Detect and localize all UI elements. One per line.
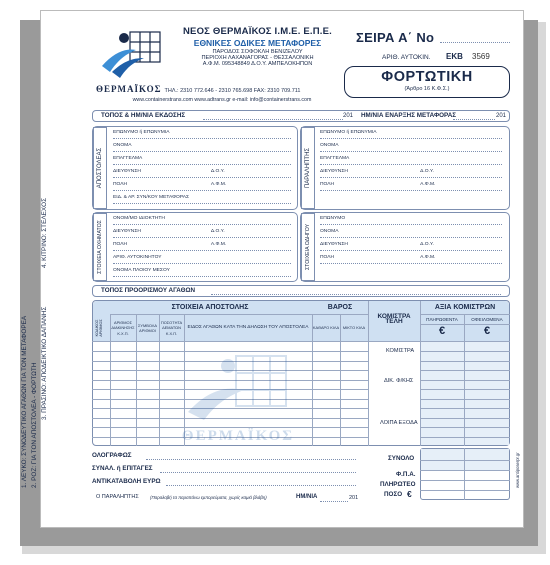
vehicle-field-line bbox=[113, 263, 291, 264]
receiver-side-label: ΠΑΡΑΛΗΠΤΗΣ bbox=[301, 127, 315, 209]
fare-row-3: ΛΟΙΠΑ ΕΞΟΔΑ bbox=[380, 420, 418, 426]
receiver-field-label: ΔΙΕΥΘΥΝΣΗ bbox=[320, 169, 348, 174]
fare-header: ΚΟΜΙΣΤΡΑ ΤΕΛΗ bbox=[377, 312, 411, 325]
grid-column-line bbox=[420, 301, 421, 446]
vehicle-side-label: ΣΤΟΙΧΕΙΑ ΟΧΗΜΑΤΟΣ bbox=[93, 213, 107, 281]
sender-field-line bbox=[113, 164, 291, 165]
payable-label: ΠΛΗΡΩΤΕΟ bbox=[380, 481, 416, 488]
issue-row bbox=[92, 110, 510, 122]
vehicle-field-line bbox=[113, 237, 291, 238]
sender-field-line bbox=[113, 177, 291, 178]
prepaid-euro: € bbox=[438, 325, 446, 338]
shipment-header: ΣΤΟΙΧΕΙΑ ΑΠΟΣΤΟΛΗΣ bbox=[171, 304, 249, 312]
recipient-note bbox=[96, 494, 139, 500]
receiver-field-line bbox=[320, 164, 502, 165]
signature-year: 201 bbox=[349, 495, 359, 501]
vehicle-field-label: ΑΡΙΘ. ΑΥΤΟΚΙΝΗΤΟΥ bbox=[113, 255, 162, 260]
grid-header-line bbox=[420, 324, 510, 325]
driver-field-label: ΠΟΛΗ bbox=[320, 255, 335, 260]
company-phones: ΤΗΛ.: 2310 772.646 - 2310 765.698 FAX: 2310 709.711 bbox=[164, 88, 301, 94]
sender-field-line bbox=[113, 151, 291, 152]
totals-row-line-4 bbox=[420, 490, 510, 491]
vehicle-field-line bbox=[113, 250, 291, 251]
receiver-field-label: ΠΟΛΗ bbox=[320, 182, 335, 187]
vehicle-field-label: ΟΝΟΜΑ ΠΛΟΙΟΥ ΜΕΣΟΥ bbox=[113, 268, 170, 273]
issue-date-line bbox=[203, 119, 343, 120]
series-code: ΕΚΒ bbox=[446, 52, 463, 61]
driver-field-label: ΕΠΩΝΥΜΟ bbox=[320, 216, 346, 221]
driver-field-line bbox=[320, 237, 502, 238]
sender-afm-label: Α.Φ.Μ. bbox=[210, 182, 227, 187]
col-header: ΣΥΜΒΟΛΑ ΑΡΙΘΜΟΙ bbox=[138, 322, 157, 333]
series-label: ΣΕΙΡΑ Α΄ No bbox=[356, 30, 435, 45]
reimbursement-line bbox=[166, 485, 356, 486]
grid-row-line bbox=[420, 437, 510, 438]
issue-place-date-label: ΤΟΠΟΣ & ΗΜ/ΝΙΑ ΕΚΔΟΣΗΣ bbox=[101, 112, 186, 119]
driver-block bbox=[300, 212, 510, 282]
start-date-label: ΗΜ/ΝΙΑ ΕΝΑΡΞΗΣ ΜΕΤΑΦΟΡΑΣ bbox=[361, 112, 457, 119]
form-title: ΦΟΡΤΩΤΙΚΗ bbox=[381, 69, 473, 85]
driver-afm-label: Α.Φ.Μ. bbox=[420, 255, 436, 260]
destination-line bbox=[211, 294, 501, 295]
legend-line-3: 3. ΠΡΑΣΙΝΟ: ΑΠΟΔΕΙΚΤΙΚΟ ΔΑΠΑΝΗΣ bbox=[41, 306, 48, 420]
company-address-1: ΠΑΡΟΔΟΣ ΣΟΦΟΚΛΗ ΒΕΝΙΖΕΛΟΥ bbox=[212, 49, 303, 55]
vat-label: Φ.Π.Α. bbox=[396, 471, 416, 478]
start-year: 201 bbox=[496, 113, 507, 119]
start-date-line bbox=[453, 119, 495, 120]
vehicle-label: ΑΡΙΘ. ΑΥΤΟΚΙΝ. bbox=[382, 54, 431, 61]
sender-field-label: ΕΠΑΓΓΕΛΜΑ bbox=[113, 156, 143, 161]
totals-row-line-2 bbox=[420, 470, 510, 471]
company-subtitle: ΕΘΝΙΚΕΣ ΟΔΙΚΕΣ ΜΕΤΑΦΟΡΕΣ bbox=[193, 38, 322, 48]
receiver-afm-label: Α.Φ.Μ. bbox=[420, 182, 436, 187]
grid-row-line bbox=[420, 351, 510, 352]
company-header bbox=[170, 26, 345, 67]
col-header: ΜΙΚΤΟ ΚΙΛΑ bbox=[342, 325, 366, 331]
form-title-note: (Άρθρο 16 Κ.Φ.Σ.) bbox=[404, 86, 450, 92]
sender-field-label: ΕΙΔ. & ΑΡ. ΣΥΝ/ΚΟΥ ΜΕΤΑΦΟΡΑΣ bbox=[113, 195, 190, 200]
bill-line bbox=[160, 472, 356, 473]
vehicle-field-line bbox=[113, 224, 291, 225]
vehicle-doy-label: Δ.Ο.Υ. bbox=[210, 229, 225, 234]
grid-row-line bbox=[420, 380, 510, 381]
driver-field-label: ΟΝΟΜΑ bbox=[320, 229, 339, 234]
grid-row-line bbox=[420, 361, 510, 362]
col-header-code: ΚΩΔΙΚΟΣ ΑΡΙΘΜΟΣ bbox=[95, 319, 103, 337]
legend-line-1: 1. ΛΕΥΚΟ: ΣΥΝΟΔΕΥΤΙΚΟ ΑΓΑΘΩΝ ΓΙΑ ΤΟΝ ΜΕΤΑΦΟΡΕΑ bbox=[21, 315, 28, 488]
recipient-sub: (Παραλαβή τα παραπάνω εμπορεύματα, χωρίς καμιά βλάβη) bbox=[150, 495, 267, 500]
sender-field-label: ΕΠΩΝΥΜΟ ή ΕΠΩΝΥΜΙΑ bbox=[113, 130, 170, 135]
sender-side-label: ΑΠΟΣΤΟΛΕΑΣ bbox=[93, 127, 107, 209]
sender-field-line bbox=[113, 190, 291, 191]
logo-wordmark: ΘΕΡΜΑΪΚΟΣ bbox=[96, 84, 162, 94]
sender-doy-label: Δ.Ο.Υ. bbox=[210, 169, 225, 174]
totals-divider bbox=[464, 448, 465, 500]
grid-row-line bbox=[420, 418, 510, 419]
company-tax: Α.Φ.Μ. 095348849 Δ.Ο.Υ. ΑΜΠΕΛΟΚΗΠΩΝ bbox=[202, 61, 313, 67]
grid-row-line bbox=[420, 408, 510, 409]
grid-row-line bbox=[420, 427, 510, 428]
vehicle-field-label: ΔΙΕΥΘΥΝΣΗ bbox=[113, 229, 141, 234]
collect-euro: € bbox=[483, 325, 491, 338]
vehicle-field-label: ΠΟΛΗ bbox=[113, 242, 128, 247]
grid-column-line bbox=[368, 301, 369, 446]
series-number: 3569 bbox=[472, 52, 490, 61]
copy-legend bbox=[20, 316, 29, 488]
amount-label: ΠΟΣΟ bbox=[384, 491, 403, 498]
grid-row-line bbox=[420, 399, 510, 400]
weight-header: ΒΑΡΟΣ bbox=[327, 304, 353, 312]
driver-field-label: ΔΙΕΥΘΥΝΣΗ bbox=[320, 242, 348, 247]
col-header: ΚΑΘΑΡΟ ΚΙΛΑ bbox=[312, 325, 340, 331]
destination-row bbox=[92, 285, 510, 297]
col-header: ΑΡΙΘΜΟΣ ΔΙΑΚΙΝΗΣΗΣ Κ.Χ.Π. bbox=[111, 319, 135, 336]
sender-field-label: ΟΝΟΜΑ bbox=[113, 143, 132, 148]
driver-side-label: ΣΤΟΙΧΕΙΑ ΟΔΗΓΟΥ bbox=[301, 213, 315, 281]
title-box bbox=[344, 66, 510, 98]
issue-year: 201 bbox=[343, 113, 354, 119]
legend-line-4: 4. ΚΙΤΡΙΝΟ: ΣΤΕΛΕΧΟΣ bbox=[41, 197, 48, 268]
receiver-field-label: ΟΝΟΜΑ bbox=[320, 143, 339, 148]
receiver-doy-label: Δ.Ο.Υ. bbox=[420, 169, 434, 174]
col-header: ΕΙΔΟΣ ΑΓΑΘΩΝ ΚΑΤΑ ΤΗΝ ΔΗΛΩΣΗ ΤΟΥ ΑΠΟΣΤΟΛΕΑ bbox=[187, 325, 309, 331]
vehicle-afm-label: Α.Φ.Μ. bbox=[210, 242, 227, 247]
receiver-field-line bbox=[320, 177, 502, 178]
receiver-field-label: ΕΠΩΝΥΜΟ ή ΕΠΩΝΥΜΙΑ bbox=[320, 130, 377, 135]
copy-legend-4 bbox=[40, 198, 49, 268]
totals-row-line-3 bbox=[420, 480, 510, 481]
bill-label: ΣΥΝΑΛ. ή ΕΠΙΤΑΓΕΣ bbox=[92, 465, 153, 472]
sender-field-line bbox=[113, 138, 291, 139]
company-address-2: ΠΕΡΙΟΧΗ ΛΑΧΑΝΑΓΟΡΑΣ - ΘΕΣΣΑΛΟΝΙΚΗ bbox=[201, 55, 314, 61]
grid-header-line bbox=[110, 314, 368, 315]
watermark bbox=[180, 350, 300, 430]
receiver-field-label: ΕΠΑΓΓΕΛΜΑ bbox=[320, 156, 350, 161]
driver-doy-label: Δ.Ο.Υ. bbox=[420, 242, 434, 247]
grid-row-line bbox=[420, 389, 510, 390]
fare-row-2: ΔΙΚ. Φ/ΚΗΣ bbox=[384, 378, 414, 384]
recipient-label: Ο ΠΑΡΑΛΗΠΤΗΣ bbox=[96, 494, 139, 500]
fare-row-1: ΚΟΜΙΣΤΡΑ bbox=[386, 348, 415, 354]
total-words-line bbox=[146, 459, 356, 460]
totals-row-line-1 bbox=[420, 460, 510, 461]
prepaid-label: ΠΛΗΡΩΘΕΝΤΑ bbox=[426, 317, 458, 323]
watermark-graphic bbox=[180, 350, 300, 430]
sender-field-line bbox=[113, 203, 291, 204]
company-name: ΝΕΟΣ ΘΕΡΜΑΪΚΟΣ Ι.Μ.Ε. Ε.Π.Ε. bbox=[182, 26, 333, 37]
grid-header-bottom bbox=[92, 341, 510, 342]
copy-legend-3 bbox=[40, 307, 49, 420]
company-web: www.containerstrans.com www.adtrans.gr e-mail: info@containerstrans.com bbox=[132, 97, 312, 103]
vehicle-field-line bbox=[113, 276, 291, 277]
total-words-label: ΟΛΟΓΡΑΦΩΣ bbox=[92, 452, 132, 459]
grid-header-line bbox=[420, 314, 510, 315]
grid-row-line bbox=[420, 370, 510, 371]
destination-label: ΤΟΠΟΣ ΠΡΟΟΡΙΣΜΟΥ ΑΓΑΘΩΝ bbox=[101, 287, 196, 294]
driver-field-line bbox=[320, 250, 502, 251]
sender-field-label: ΠΟΛΗ bbox=[113, 182, 128, 187]
signature-date-label: ΗΜ/ΝΙΑ bbox=[296, 494, 318, 500]
receiver-field-line bbox=[320, 138, 502, 139]
sum-label: ΣΥΝΟΛΟ bbox=[388, 455, 415, 462]
sender-field-label: ΔΙΕΥΘΥΝΣΗ bbox=[113, 169, 141, 174]
watermark-text: ΘΕΡΜΑΪΚΟΣ bbox=[181, 428, 295, 444]
amount-euro: € bbox=[407, 489, 412, 499]
col-header: ΠΟΣΟΤΗΤΑ ΔΕΜΑΤΩΝ Κ.Χ.Π. bbox=[160, 319, 183, 336]
signature-date-line bbox=[320, 501, 348, 502]
reimbursement-label: ΑΝΤΙΚΑΤΑΒΟΛΗ ΕΥΡΩ bbox=[92, 478, 161, 485]
vehicle-field-label: ΟΝΟΜ/ΜΟ ΙΔΙΟΚΤΗΤΗ bbox=[113, 216, 165, 221]
legend-line-2: 2. ΡΟΖ: ΓΙΑ ΤΟΝ ΑΠΟΣΤΟΛΕΑ - ΦΟΡΤΩΤΗ bbox=[31, 362, 38, 488]
driver-field-line bbox=[320, 263, 502, 264]
collect-label: ΟΦΕΙΛΟΜΕΝΑ bbox=[471, 317, 503, 323]
copy-legend-2 bbox=[30, 363, 39, 488]
value-header: ΑΞΙΑ ΚΟΜΙΣΤΡΩΝ bbox=[434, 304, 496, 312]
receiver-field-line bbox=[320, 151, 502, 152]
printer-credit: www.antiposerpr.gr bbox=[515, 452, 520, 488]
series-number-line bbox=[440, 42, 510, 43]
driver-field-line bbox=[320, 224, 502, 225]
receiver-field-line bbox=[320, 190, 502, 191]
